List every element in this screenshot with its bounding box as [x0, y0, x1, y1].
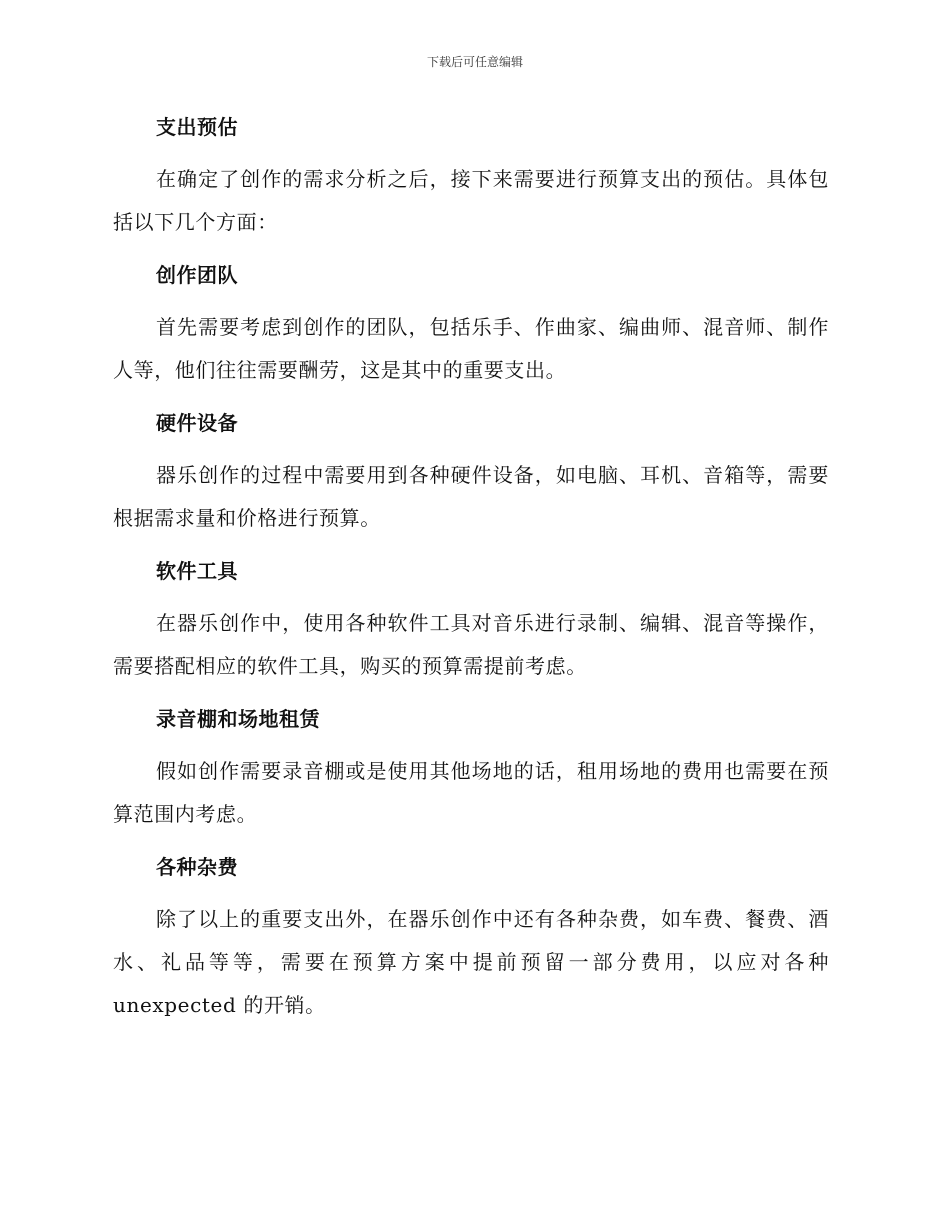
section-heading: 软件工具	[156, 559, 238, 583]
section-paragraph: 除了以上的重要支出外，在器乐创作中还有各种杂费，如车费、餐费、酒水、礼品等等，需要在预算方案中提前预留一部分费用，以应对各种 unexpected 的开销。	[113, 907, 829, 1017]
section-heading: 硬件设备	[156, 411, 238, 435]
section-hardware	[113, 402, 829, 540]
page-header: 下载后可任意编辑	[426, 55, 523, 69]
section-heading: 录音棚和场地租赁	[156, 707, 320, 731]
section-software	[113, 550, 829, 688]
section-paragraph: 假如创作需要录音棚或是使用其他场地的话，租用场地的费用也需要在预算范围内考虑。	[113, 759, 829, 826]
section-heading: 创作团队	[156, 263, 238, 287]
section-heading: 各种杂费	[156, 855, 238, 879]
section-expense-estimate	[113, 106, 829, 244]
document-body	[113, 106, 829, 1037]
section-studio-rental	[113, 698, 829, 836]
section-misc-fees	[113, 846, 829, 1027]
section-creative-team	[113, 254, 829, 392]
section-paragraph: 器乐创作的过程中需要用到各种硬件设备，如电脑、耳机、音箱等，需要根据需求量和价格进行预算。	[113, 463, 829, 530]
section-heading: 支出预估	[156, 115, 238, 139]
section-paragraph: 在确定了创作的需求分析之后，接下来需要进行预算支出的预估。具体包括以下几个方面：	[113, 167, 829, 234]
section-paragraph: 在器乐创作中，使用各种软件工具对音乐进行录制、编辑、混音等操作，需要搭配相应的软件工具，购买的预算需提前考虑。	[113, 611, 829, 678]
section-paragraph: 首先需要考虑到创作的团队，包括乐手、作曲家、编曲师、混音师、制作人等，他们往往需要酬劳，这是其中的重要支出。	[113, 315, 829, 382]
